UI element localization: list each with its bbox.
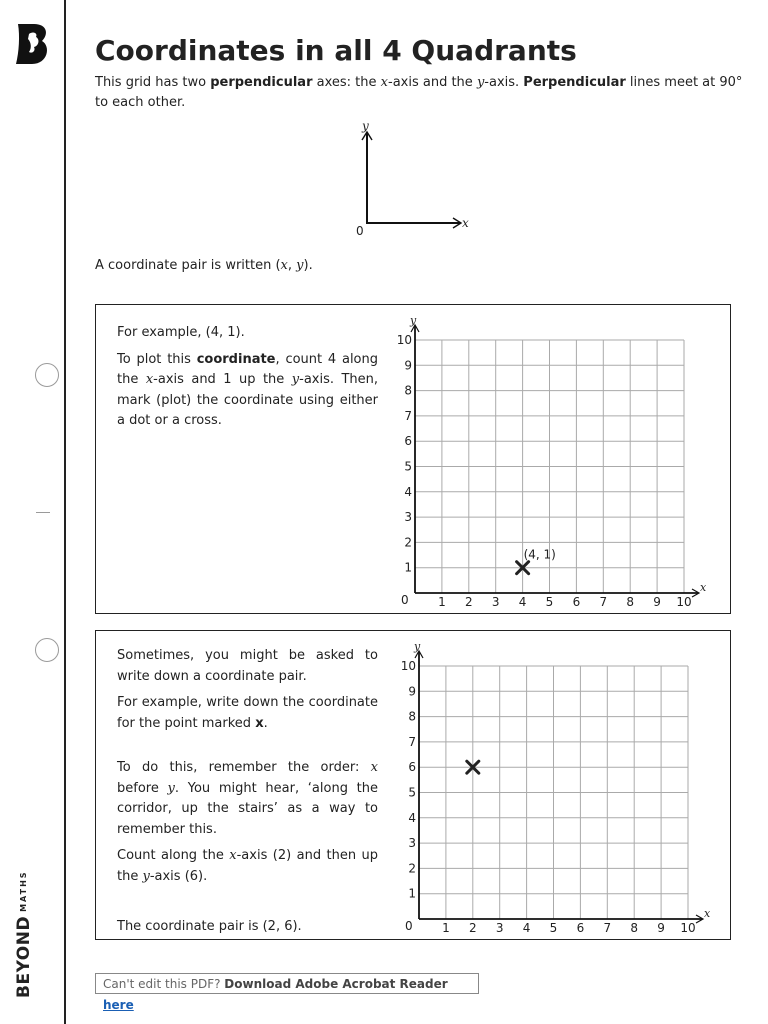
steps-text: -axis and 1 up the bbox=[153, 372, 292, 387]
steps-bold: coordinate bbox=[196, 351, 276, 367]
x-tick-label: 5 bbox=[549, 921, 558, 935]
steps-text: -axis. Then, mark (plot) the coordinate using either a dot or a cross. bbox=[117, 372, 379, 428]
read-text: -axis (2) and then up the bbox=[117, 848, 378, 884]
plot-steps bbox=[117, 350, 378, 432]
intro-bold: Perpendicular bbox=[523, 75, 626, 90]
y-tick-label: 2 bbox=[404, 535, 412, 550]
x-tick-label: 9 bbox=[653, 595, 661, 609]
intro-text: lines meet at 90° to each other. bbox=[95, 75, 743, 110]
x-tick-label: 8 bbox=[626, 595, 635, 609]
y-tick-label: 4 bbox=[408, 810, 416, 825]
x-tick-label: 1 bbox=[442, 921, 450, 935]
x-axis-label: x bbox=[704, 907, 711, 920]
x-tick-label: 2 bbox=[468, 921, 477, 935]
x-tick-label: 1 bbox=[438, 595, 446, 609]
y-tick-label: 3 bbox=[408, 836, 416, 851]
x-tick-label: 5 bbox=[545, 595, 554, 609]
x-variable: x bbox=[280, 258, 288, 273]
x-tick-label: 7 bbox=[599, 595, 608, 609]
y-variable: y bbox=[291, 372, 300, 387]
y-variable: y bbox=[296, 258, 304, 273]
x-tick-label: 9 bbox=[657, 921, 665, 935]
y-tick-label: 1 bbox=[408, 886, 416, 901]
read-para-2 bbox=[117, 693, 378, 734]
read-text: before bbox=[117, 780, 168, 796]
read-para-4 bbox=[117, 846, 378, 887]
origin-label: 0 bbox=[405, 919, 413, 933]
acrobat-link[interactable]: here bbox=[103, 998, 134, 1012]
x-tick-label: 4 bbox=[522, 921, 531, 935]
read-para-1: Sometimes, you might be asked to write down a coordinate pair. bbox=[117, 648, 378, 684]
steps-text: To plot this bbox=[117, 351, 197, 367]
read-bold: x bbox=[255, 715, 264, 731]
intro-text: -axis and the bbox=[388, 75, 477, 90]
intro-text: axes: the bbox=[312, 75, 381, 90]
x-tick-label: 6 bbox=[572, 595, 581, 609]
y-tick-label: 10 bbox=[396, 333, 412, 347]
y-tick-label: 5 bbox=[404, 459, 412, 474]
y-tick-label: 1 bbox=[404, 560, 412, 575]
x-variable: x bbox=[229, 848, 237, 863]
pair-text-part: A coordinate pair is written ( bbox=[95, 258, 281, 273]
read-text: . You might hear, ‘along the corridor, up the stairs’ as a way to remember this. bbox=[117, 780, 378, 837]
y-tick-label: 4 bbox=[404, 484, 412, 499]
read-answer: The coordinate pair is (2, 6). bbox=[117, 919, 302, 934]
y-tick-label: 7 bbox=[404, 408, 412, 423]
read-text: For example, write down the coordinate for the point marked bbox=[117, 695, 378, 731]
read-text: . bbox=[263, 715, 268, 731]
read-coordinate-box bbox=[95, 630, 731, 940]
example-plot-box bbox=[95, 304, 731, 614]
pdf-notice bbox=[95, 973, 479, 1012]
brand-wordmark bbox=[14, 858, 34, 998]
y-tick-label: 7 bbox=[408, 734, 416, 749]
pdf-notice-text: Can't edit this PDF? bbox=[103, 977, 225, 991]
punch-hole-top bbox=[35, 363, 59, 387]
y-tick-label: 3 bbox=[404, 510, 412, 525]
y-variable: y bbox=[142, 868, 150, 884]
intro-text: -axis. bbox=[484, 75, 524, 90]
coordinate-grid-1 bbox=[396, 309, 706, 609]
read-instructions bbox=[117, 646, 378, 944]
brand-sub: MATHS bbox=[19, 870, 28, 912]
y-variable: y bbox=[167, 780, 175, 796]
x-tick-label: 7 bbox=[603, 921, 612, 935]
example-line: For example, (4, 1). bbox=[117, 325, 245, 340]
intro-text: This grid has two bbox=[95, 75, 211, 90]
y-tick-label: 9 bbox=[408, 684, 416, 699]
intro-bold: perpendicular bbox=[210, 75, 313, 90]
coordinate-grid-2 bbox=[396, 635, 711, 935]
read-text: Count along the bbox=[117, 848, 230, 863]
axes-x-label: x bbox=[462, 216, 469, 230]
read-para-3 bbox=[117, 758, 378, 840]
y-axis-label: y bbox=[414, 640, 421, 653]
y-tick-label: 5 bbox=[408, 785, 416, 800]
x-tick-label: 3 bbox=[491, 595, 500, 609]
x-tick-label: 8 bbox=[630, 921, 639, 935]
y-tick-label: 6 bbox=[408, 760, 416, 775]
x-axis-label: x bbox=[700, 581, 707, 594]
x-tick-label: 10 bbox=[680, 921, 696, 935]
intro-paragraph bbox=[95, 73, 743, 113]
axes-y-label: y bbox=[362, 119, 369, 133]
pair-format-text bbox=[95, 258, 313, 273]
read-text: -axis (6). bbox=[149, 868, 208, 884]
x-tick-label: 6 bbox=[576, 921, 585, 935]
read-text: To do this, remember the order: bbox=[117, 760, 371, 775]
steps-text: , count 4 along the bbox=[117, 351, 379, 387]
y-tick-label: 8 bbox=[408, 709, 416, 724]
plot-instructions bbox=[117, 323, 378, 438]
pdf-notice-bold: Download Adobe Acrobat Reader bbox=[224, 977, 448, 991]
page-title: Coordinates in all 4 Quadrants bbox=[95, 34, 577, 67]
origin-label: 0 bbox=[401, 593, 409, 607]
punch-hole-bottom bbox=[35, 638, 59, 662]
y-variable: y bbox=[476, 75, 485, 90]
y-tick-label: 9 bbox=[404, 358, 412, 373]
x-variable: x bbox=[370, 760, 378, 775]
y-tick-label: 6 bbox=[404, 434, 412, 449]
x-tick-label: 4 bbox=[518, 595, 527, 609]
pair-text-part: ). bbox=[303, 258, 313, 273]
x-variable: x bbox=[145, 372, 154, 387]
axes-diagram bbox=[340, 118, 480, 240]
point-label: (4, 1) bbox=[523, 547, 556, 562]
axes-origin-label: 0 bbox=[356, 224, 364, 238]
y-tick-label: 2 bbox=[408, 861, 416, 876]
y-tick-label: 8 bbox=[404, 383, 412, 398]
beyond-logo-icon bbox=[14, 22, 52, 66]
x-variable: x bbox=[380, 75, 388, 90]
pair-text-part: , bbox=[287, 258, 297, 273]
fold-mark bbox=[36, 512, 50, 513]
x-tick-label: 10 bbox=[676, 595, 692, 609]
y-tick-label: 10 bbox=[400, 659, 416, 673]
x-tick-label: 3 bbox=[495, 921, 504, 935]
x-tick-label: 2 bbox=[464, 595, 473, 609]
y-axis-label: y bbox=[410, 314, 417, 327]
margin-line bbox=[64, 0, 66, 1024]
brand-name: BEYOND bbox=[14, 915, 34, 998]
